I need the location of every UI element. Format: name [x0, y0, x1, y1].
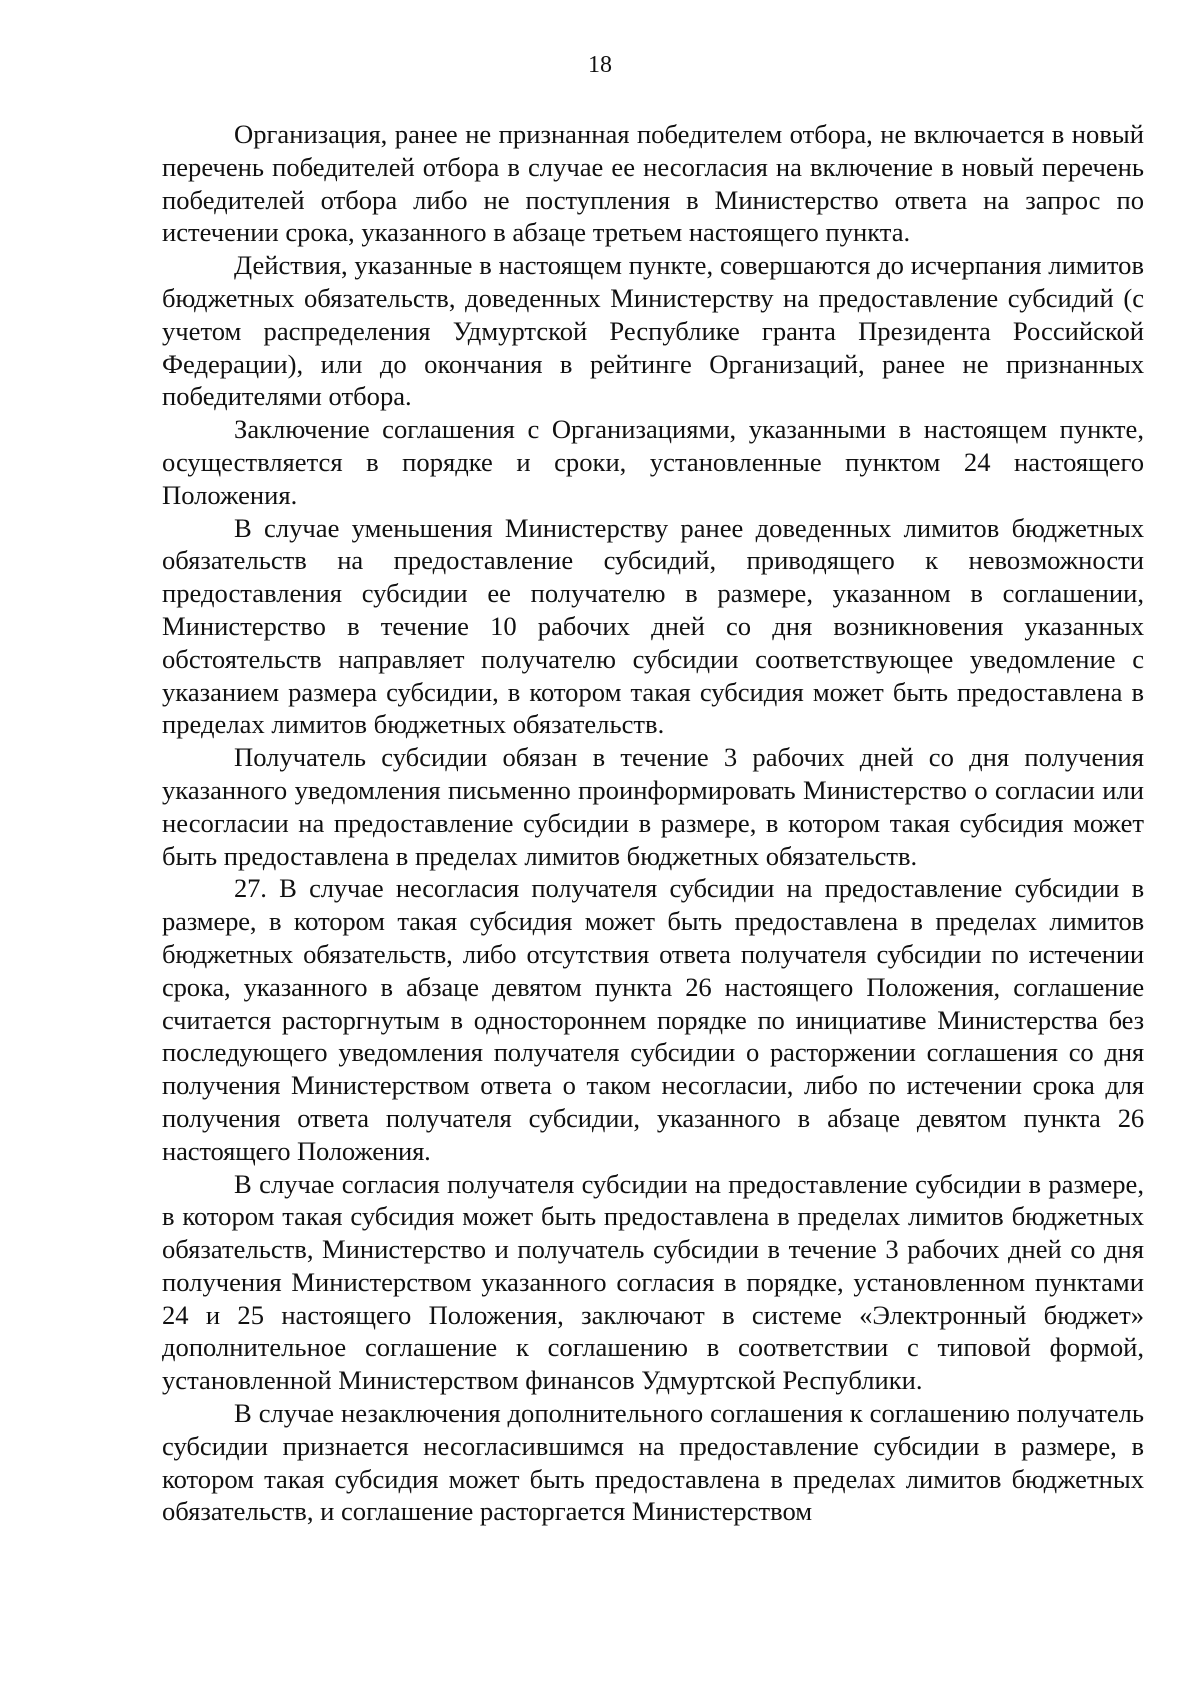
paragraph-3: Заключение соглашения с Организациями, указанными в настоящем пункте, осуществляется в порядке и сроки, установленные пунктом 24 настоящего Положения. [162, 414, 1144, 510]
document-body [162, 118, 1144, 1528]
paragraph-1: Организация, ранее не признанная победителем отбора, не включается в новый перечень победителей отбора в случае ее несогласия на включение в новый перечень победителей отбора либо не поступления в Министерство ответа на запрос по истечении срока, указанного в абзаце третьем настоящего пункта. [162, 119, 1144, 248]
paragraph-7: В случае согласия получателя субсидии на предоставление субсидии в размере, в котором такая субсидия может быть предоставлена в пределах лимитов бюджетных обязательств, Министерство и получатель субсидии в течение 3 рабочих дней со дня получения Министерством указанного согласия в порядке, установленном пунктами 24 и 25 настоящего Положения, заключают в системе «Электронный бюджет» дополнительное соглашение к соглашению в соответствии с типовой формой, установленной Министерством финансов Удмуртской Республики. [162, 1168, 1144, 1396]
paragraph-5: Получатель субсидии обязан в течение 3 рабочих дней со дня получения указанного уведомления письменно проинформировать Министерство о согласии или несогласии на предоставление субсидии в размере, в котором такая субсидия может быть предоставлена в пределах лимитов бюджетных обязательств. [162, 742, 1144, 871]
page-number: 18 [588, 52, 612, 78]
paragraph-8: В случае незаключения дополнительного соглашения к соглашению получатель субсидии признается несогласившимся на предоставление субсидии в размере, в котором такая субсидия может быть предоставлена в пределах лимитов бюджетных обязательств, и соглашение расторгается Министерством [162, 1398, 1144, 1527]
paragraph-6: 27. В случае несогласия получателя субсидии на предоставление субсидии в размере, в котором такая субсидия может быть предоставлена в пределах лимитов бюджетных обязательств, либо отсутствия ответа получателя субсидии по истечении срока, указанного в абзаце девятом пункта 26 настоящего Положения, соглашение считается расторгнутым в одностороннем порядке по инициативе Министерства без последующего уведомления получателя субсидии о расторжении соглашения со дня получения Министерством ответа о таком несогласии, либо по истечении срока для получения ответа получателя субсидии, указанного в абзаце девятом пункта 26 настоящего Положения. [162, 873, 1144, 1166]
paragraph-2: Действия, указанные в настоящем пункте, совершаются до исчерпания лимитов бюджетных обязательств, доведенных Министерству на предоставление субсидий (с учетом распределения Удмуртской Республике гранта Президента Российской Федерации), или до окончания в рейтинге Организаций, ранее не признанных победителями отбора. [162, 250, 1144, 412]
paragraph-4: В случае уменьшения Министерству ранее доведенных лимитов бюджетных обязательств на предоставление субсидий, приводящего к невозможности предоставления субсидии ее получателю в размере, указанном в соглашении, Министерство в течение 10 рабочих дней со дня возникновения указанных обстоятельств направляет получателю субсидии соответствующее уведомление с указанием размера субсидии, в котором такая субсидия может быть предоставлена в пределах лимитов бюджетных обязательств. [162, 512, 1144, 740]
